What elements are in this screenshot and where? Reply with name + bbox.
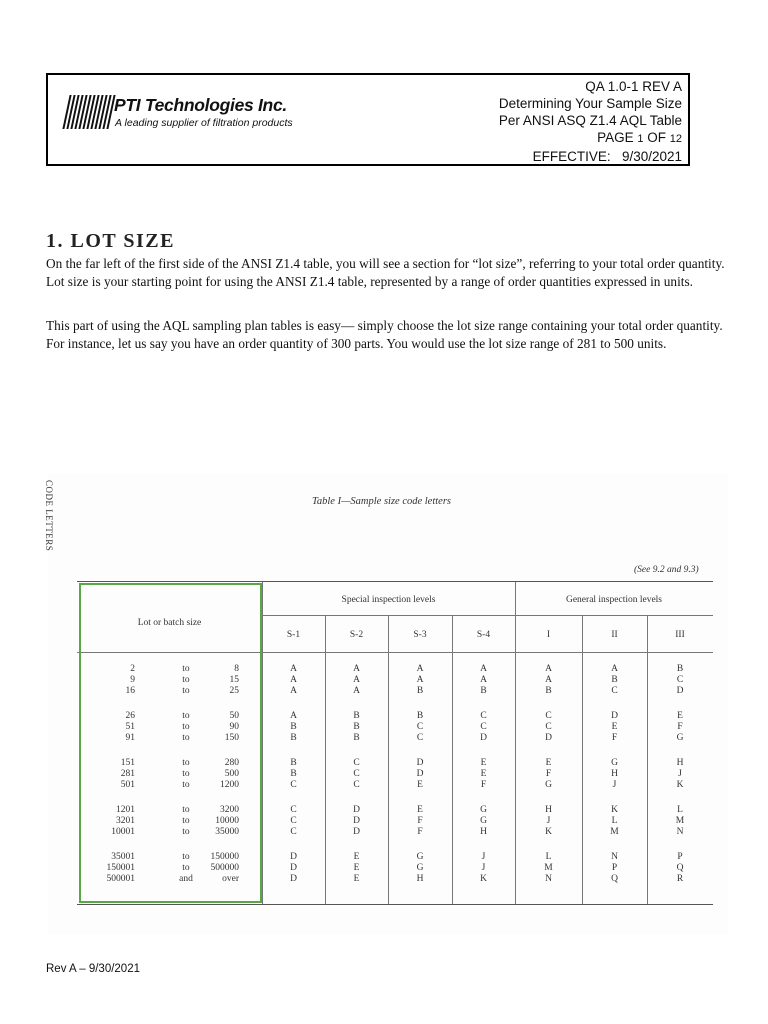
code-letter: F bbox=[480, 780, 487, 790]
code-letter: B bbox=[290, 733, 297, 743]
code-letter: B bbox=[290, 722, 297, 732]
code-letter: E bbox=[611, 722, 618, 732]
document-header bbox=[46, 73, 690, 166]
code-letter: G bbox=[545, 780, 552, 790]
code-letter: M bbox=[544, 863, 553, 873]
code-letter: E bbox=[480, 758, 487, 768]
code-letter: C bbox=[480, 722, 487, 732]
lot-size-from: 16 bbox=[125, 686, 135, 696]
code-letter: C bbox=[676, 675, 684, 685]
lot-size-from: 1201 bbox=[116, 805, 135, 815]
lot-size-separator: to bbox=[182, 722, 190, 732]
effective-date-line bbox=[499, 148, 682, 165]
code-letter: C bbox=[416, 733, 424, 743]
code-letter: A bbox=[611, 664, 618, 674]
code-letter: Q bbox=[676, 863, 684, 873]
code-letter: C bbox=[611, 686, 618, 696]
lot-size-from: 26 bbox=[125, 711, 135, 721]
code-letter: E bbox=[353, 852, 360, 862]
code-letter: C bbox=[353, 780, 360, 790]
lot-size-to: 8 bbox=[234, 664, 239, 674]
lot-size-to: 150000 bbox=[210, 852, 239, 862]
code-letter: C bbox=[353, 769, 360, 779]
code-letter: G bbox=[676, 733, 684, 743]
lot-size-to: 25 bbox=[229, 686, 239, 696]
code-letter: L bbox=[677, 805, 683, 815]
code-letter: B bbox=[480, 686, 487, 696]
code-letters-side-label: CODE LETTERS bbox=[44, 480, 54, 552]
code-letter: C bbox=[290, 780, 297, 790]
code-letter: A bbox=[353, 675, 360, 685]
page-of: OF bbox=[647, 130, 666, 145]
code-letter: Q bbox=[611, 874, 618, 884]
code-letter: H bbox=[416, 874, 424, 884]
general-levels-header: General inspection levels bbox=[565, 595, 663, 605]
code-letter: J bbox=[678, 769, 682, 779]
lot-size-to: 90 bbox=[229, 722, 239, 732]
lot-size-separator: to bbox=[182, 686, 190, 696]
code-letter: D bbox=[290, 874, 297, 884]
lot-size-to: 3200 bbox=[220, 805, 239, 815]
code-letter: C bbox=[290, 805, 297, 815]
code-letter: B bbox=[545, 686, 552, 696]
lot-size-separator: to bbox=[182, 711, 190, 721]
code-letter: G bbox=[480, 816, 487, 826]
code-letter: A bbox=[545, 675, 552, 685]
code-letter: E bbox=[417, 780, 423, 790]
paragraph-1: On the far left of the first side of the ANSI Z1.4 table, you will see a section for “lot size”, referring to your total order quantity. Lot size is your starting point for using the ANSI Z1.4 table, represented by a range of order quantities expressed in units. bbox=[46, 256, 725, 289]
code-letter: E bbox=[417, 805, 423, 815]
code-letter: A bbox=[290, 711, 297, 721]
lot-size-to: 500000 bbox=[210, 863, 239, 873]
footer-revision: Rev A – 9/30/2021 bbox=[46, 963, 140, 975]
code-letter: F bbox=[417, 816, 423, 826]
code-letter: A bbox=[353, 686, 360, 696]
column-header: III bbox=[675, 630, 685, 640]
column-header: S-4 bbox=[476, 630, 491, 640]
code-letter: C bbox=[290, 816, 297, 826]
section-title: 1. LOT SIZE bbox=[46, 230, 175, 252]
lot-size-from: 501 bbox=[120, 780, 135, 790]
effective-date: 9/30/2021 bbox=[621, 149, 682, 164]
code-letter: A bbox=[480, 664, 487, 674]
code-letter: C bbox=[480, 711, 487, 721]
code-letter: D bbox=[611, 711, 618, 721]
lot-size-from: 35001 bbox=[111, 852, 135, 862]
lot-size-separator: to bbox=[182, 675, 190, 685]
page-label: PAGE bbox=[597, 130, 634, 145]
page-indicator bbox=[499, 129, 682, 148]
lot-size-separator: to bbox=[182, 816, 190, 826]
lot-size-to: 500 bbox=[224, 769, 239, 779]
code-letter: B bbox=[416, 711, 424, 721]
lot-size-to: 150 bbox=[224, 733, 239, 743]
code-letter: D bbox=[290, 852, 297, 862]
column-header: II bbox=[611, 630, 618, 640]
lot-size-from: 3201 bbox=[116, 816, 135, 826]
code-letter: P bbox=[677, 852, 683, 862]
code-letter: A bbox=[545, 664, 552, 674]
code-letter: D bbox=[353, 805, 360, 815]
lot-size-from: 9 bbox=[130, 675, 135, 685]
lot-size-to: over bbox=[222, 874, 239, 884]
code-letter: K bbox=[611, 805, 618, 815]
document-info bbox=[499, 78, 682, 165]
lot-size-from: 500001 bbox=[106, 874, 135, 884]
doc-id: QA 1.0-1 REV A bbox=[585, 79, 682, 94]
code-letter: A bbox=[353, 664, 360, 674]
lot-size-separator: to bbox=[182, 780, 190, 790]
lot-size-separator: to bbox=[182, 664, 190, 674]
code-letter: D bbox=[480, 733, 487, 743]
code-letter: N bbox=[611, 852, 618, 862]
code-letter: D bbox=[353, 816, 360, 826]
lot-size-separator: to bbox=[182, 863, 190, 873]
code-letter: F bbox=[417, 827, 423, 837]
paragraph-2: This part of using the AQL sampling plan tables is easy— simply choose the lot size range containing your total order quantity. For instance, let us say you have an order quantity of 300 parts. You would use the lot size range of 281 to 500 units. bbox=[46, 318, 723, 351]
code-letter: K bbox=[480, 874, 487, 884]
doc-title-line1: Determining Your Sample Size bbox=[498, 96, 682, 111]
code-letter: L bbox=[545, 852, 552, 862]
code-letter: B bbox=[416, 686, 424, 696]
lot-size-separator: to bbox=[182, 805, 190, 815]
column-header: S-1 bbox=[286, 630, 301, 640]
code-letter: D bbox=[545, 733, 552, 743]
lot-size-to: 35000 bbox=[215, 827, 239, 837]
code-letter: C bbox=[545, 722, 552, 732]
code-letter: G bbox=[416, 863, 424, 873]
code-letter: A bbox=[290, 686, 297, 696]
special-levels-header: Special inspection levels bbox=[341, 595, 436, 605]
code-letter: G bbox=[611, 758, 618, 768]
code-letter: E bbox=[480, 769, 487, 779]
lot-size-header: Lot or batch size bbox=[137, 618, 202, 628]
effective-label: EFFECTIVE: bbox=[532, 149, 611, 164]
lot-size-separator: to bbox=[182, 733, 190, 743]
code-letter: J bbox=[481, 852, 486, 862]
table-title: Table I—Sample size code letters bbox=[312, 496, 452, 507]
code-letter: E bbox=[353, 874, 360, 884]
lot-size-highlight bbox=[79, 583, 262, 903]
code-letter: D bbox=[676, 686, 684, 696]
code-letter: E bbox=[677, 711, 683, 721]
code-letter: B bbox=[353, 711, 360, 721]
company-name: PTI Technologies Inc. bbox=[114, 95, 287, 115]
lot-size-from: 2 bbox=[130, 664, 135, 674]
code-letter: B bbox=[290, 758, 297, 768]
code-letter: K bbox=[545, 827, 552, 837]
code-letter: B bbox=[353, 733, 360, 743]
lot-size-from: 91 bbox=[125, 733, 135, 743]
logo-bars-icon bbox=[64, 95, 114, 129]
code-letter: G bbox=[416, 852, 424, 862]
code-letter: N bbox=[676, 827, 684, 837]
page-total: 12 bbox=[669, 133, 682, 145]
code-letter: B bbox=[611, 675, 618, 685]
code-letter: N bbox=[545, 874, 552, 884]
code-letter: L bbox=[611, 816, 618, 826]
lot-size-to: 50 bbox=[229, 711, 239, 721]
lot-size-to: 15 bbox=[229, 675, 239, 685]
lot-size-from: 10001 bbox=[111, 827, 135, 837]
code-letter: A bbox=[416, 675, 424, 685]
code-letter: E bbox=[545, 758, 552, 768]
code-letter: R bbox=[676, 874, 684, 884]
code-letter: C bbox=[290, 827, 297, 837]
code-letter: B bbox=[676, 664, 684, 674]
lot-size-separator: to bbox=[182, 827, 190, 837]
code-letter: H bbox=[480, 827, 487, 837]
lot-size-from: 281 bbox=[120, 769, 135, 779]
code-letter: K bbox=[676, 780, 684, 790]
code-letter: M bbox=[610, 827, 619, 837]
code-letter: C bbox=[545, 711, 552, 721]
code-letter: D bbox=[416, 769, 424, 779]
column-header: I bbox=[546, 630, 551, 640]
lot-size-to: 280 bbox=[224, 758, 239, 768]
lot-size-from: 151 bbox=[120, 758, 135, 768]
code-letter: J bbox=[546, 816, 551, 826]
code-letter: F bbox=[677, 722, 683, 732]
lot-size-to: 10000 bbox=[215, 816, 239, 826]
column-header: S-2 bbox=[349, 630, 364, 640]
code-letter: C bbox=[353, 758, 360, 768]
code-letter: A bbox=[290, 664, 297, 674]
code-letter: M bbox=[675, 816, 685, 826]
lot-size-separator: and bbox=[179, 874, 193, 884]
doc-title-line2: Per ANSI ASQ Z1.4 AQL Table bbox=[498, 113, 682, 128]
code-letter: A bbox=[416, 664, 424, 674]
code-letter: E bbox=[353, 863, 360, 873]
lot-size-separator: to bbox=[182, 852, 190, 862]
code-letter: P bbox=[611, 863, 618, 873]
code-letter: C bbox=[416, 722, 424, 732]
code-letter: J bbox=[481, 863, 486, 873]
code-letter: B bbox=[353, 722, 360, 732]
table-reference: (See 9.2 and 9.3) bbox=[634, 565, 699, 575]
code-letter: B bbox=[290, 769, 297, 779]
code-letter: D bbox=[416, 758, 424, 768]
page-number: 1 bbox=[637, 133, 644, 145]
company-tagline: A leading supplier of filtration products bbox=[115, 117, 293, 129]
code-letter: J bbox=[612, 780, 617, 790]
code-letter: F bbox=[545, 769, 552, 779]
lot-size-to: 1200 bbox=[220, 780, 239, 790]
code-letter: G bbox=[480, 805, 487, 815]
code-letter: D bbox=[290, 863, 297, 873]
column-header: S-3 bbox=[413, 630, 427, 640]
code-letter: F bbox=[611, 733, 618, 743]
code-letter: H bbox=[611, 769, 618, 779]
lot-size-separator: to bbox=[182, 758, 190, 768]
code-letter: A bbox=[480, 675, 487, 685]
lot-size-from: 150001 bbox=[106, 863, 135, 873]
code-letter: D bbox=[353, 827, 360, 837]
code-letter: A bbox=[290, 675, 297, 685]
lot-size-from: 51 bbox=[125, 722, 135, 732]
lot-size-separator: to bbox=[182, 769, 190, 779]
code-letter: H bbox=[676, 758, 684, 768]
code-letter: H bbox=[545, 805, 552, 815]
